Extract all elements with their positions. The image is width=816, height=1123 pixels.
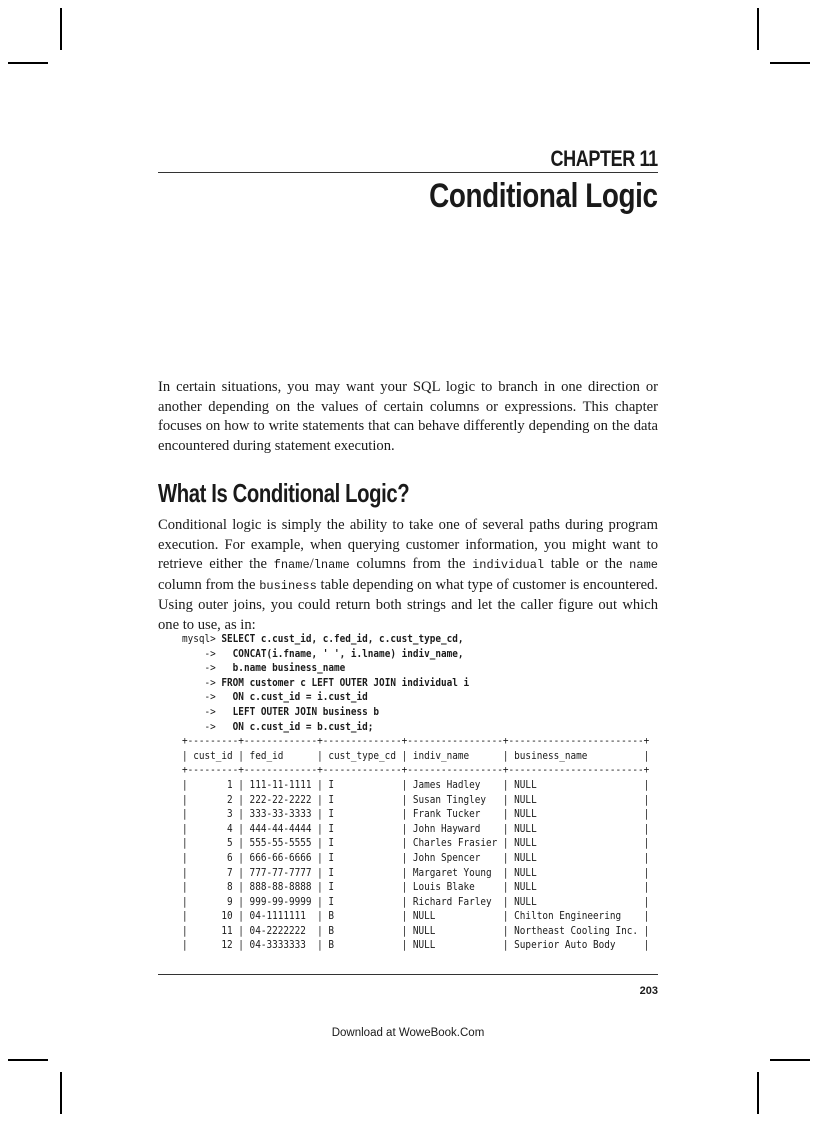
table-row: | 11 | 04-2222222 | B | NULL | Northeast Cooling Inc. |: [182, 924, 650, 937]
table-border: +---------+-------------+--------------+-----------------+------------------------+: [182, 764, 650, 777]
footer-watermark: Download at WoweBook.Com: [331, 1027, 485, 1039]
inline-code: business: [259, 578, 317, 593]
chapter-rule: [158, 172, 658, 173]
inline-code: name: [629, 558, 658, 572]
inline-code: fname: [273, 558, 310, 572]
text-run: /: [309, 556, 314, 572]
intro-paragraph: In certain situations, you may want your SQL logic to branch in one direction or another depending on the values of certain columns or expressions. This chapter focuses on how to write statements that can behave differently depending on the data encountered during statement execution.: [158, 379, 658, 454]
body-paragraph: [158, 516, 658, 635]
section-heading: What Is Conditional Logic?: [158, 478, 410, 508]
sql-prompt: ->: [182, 705, 222, 718]
page-number: 203: [639, 985, 658, 997]
crop-mark: [60, 1072, 62, 1114]
sql-prompt: ->: [182, 720, 222, 733]
footer-rule: [158, 974, 658, 975]
crop-mark: [770, 62, 810, 64]
crop-mark: [757, 1072, 759, 1114]
table-row: | 5 | 555-55-5555 | I | Charles Frasier | NULL |: [182, 837, 650, 850]
crop-mark: [770, 1059, 810, 1061]
sql-line: SELECT c.cust_id, c.fed_id, c.cust_type_cd,: [221, 633, 464, 645]
table-row: | 12 | 04-3333333 | B | NULL | Superior Auto Body |: [182, 939, 650, 952]
sql-line: b.name business_name: [221, 662, 346, 675]
table-row: | 7 | 777-77-7777 | I | Margaret Young | NULL |: [182, 866, 650, 879]
sql-prompt: ->: [182, 691, 222, 704]
chapter-title: Conditional Logic: [429, 177, 658, 215]
table-header: | cust_id | fed_id | cust_type_cd | indiv_name | business_name |: [182, 749, 650, 762]
text-run: table depending on what type of customer is encountered. Using outer joins, you could return both strings and let the caller figure out which one to use, as in:: [158, 576, 658, 633]
text-run: table or the: [544, 556, 630, 572]
crop-mark: [757, 8, 759, 50]
sql-prompt: ->: [182, 662, 222, 675]
table-row: | 3 | 333-33-3333 | I | Frank Tucker | NULL |: [182, 808, 650, 821]
text-run: column from the: [158, 576, 260, 593]
crop-mark: [8, 62, 48, 64]
table-row: | 8 | 888-88-8888 | I | Louis Blake | NULL |: [182, 881, 650, 894]
text-run: Conditional logic is simply the ability to take one of several paths during program execution. For example, when querying customer information, you might want to retrieve either the: [158, 517, 658, 572]
sql-prompt: mysql>: [182, 633, 222, 645]
sql-line: CONCAT(i.fname, ' ', i.lname) indiv_name,: [221, 647, 464, 660]
sql-line: ON c.cust_id = b.cust_id;: [221, 720, 374, 733]
inline-code: individual: [472, 558, 545, 572]
sql-prompt: ->: [182, 647, 222, 660]
table-row: | 6 | 666-66-6666 | I | John Spencer | NULL |: [182, 851, 650, 864]
text-run: columns from the: [349, 556, 473, 572]
table-row: | 9 | 999-99-9999 | I | Richard Farley | NULL |: [182, 895, 650, 908]
inline-code: lname: [313, 558, 350, 572]
code-listing: [182, 632, 649, 953]
sql-line: FROM customer c LEFT OUTER JOIN individual i: [221, 676, 470, 689]
table-row: | 4 | 444-44-4444 | I | John Hayward | NULL |: [182, 822, 650, 835]
sql-line: ON c.cust_id = i.cust_id: [221, 691, 368, 704]
table-row: | 10 | 04-1111111 | B | NULL | Chilton Engineering |: [182, 910, 650, 923]
sql-line: LEFT OUTER JOIN business b: [221, 705, 380, 718]
table-border: +---------+-------------+--------------+-----------------+------------------------+: [182, 735, 650, 748]
crop-mark: [8, 1059, 48, 1061]
table-row: | 1 | 111-11-1111 | I | James Hadley | NULL |: [182, 778, 650, 791]
sql-prompt: ->: [182, 676, 222, 689]
crop-mark: [60, 8, 62, 50]
chapter-label: CHAPTER 11: [550, 146, 658, 171]
table-row: | 2 | 222-22-2222 | I | Susan Tingley | NULL |: [182, 793, 650, 806]
